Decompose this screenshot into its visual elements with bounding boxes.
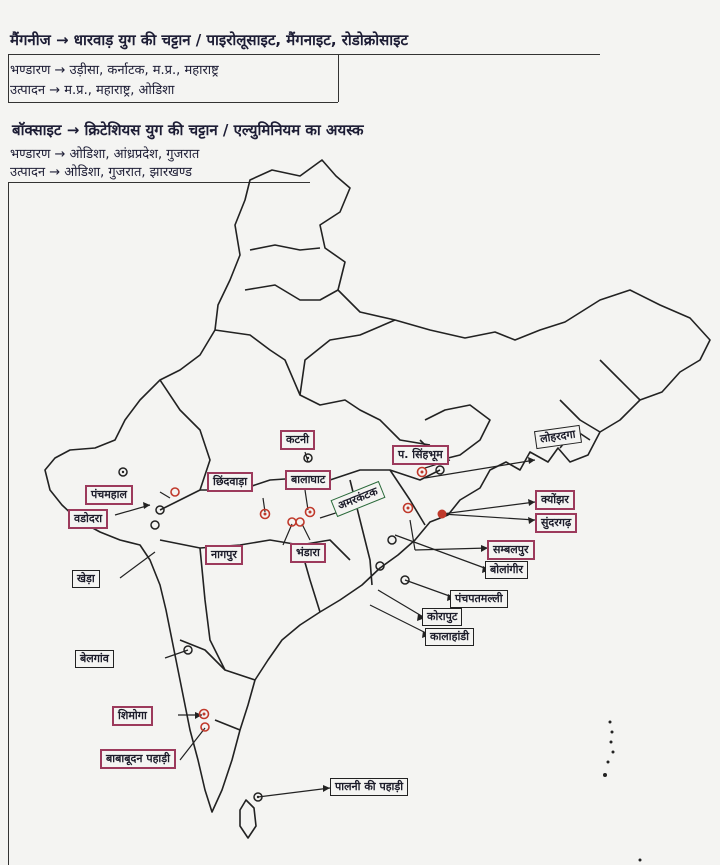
label-sambalpur: सम्बलपुर — [487, 540, 535, 560]
manganese-production: उत्पादन → म.प्र., महाराष्ट्र, ओडिशा — [10, 83, 175, 98]
label-keonjhar: क्योंझर — [535, 490, 575, 510]
state-boundary — [600, 360, 640, 400]
state-boundary — [215, 330, 430, 445]
bauxite-production: उत्पादन → ओडिशा, गुजरात, झारखण्ड — [10, 165, 192, 180]
bauxite-title: बॉक्साइट → क्रिटेशियस युग की चट्टान / एल्युमिनियम का अयस्क — [12, 121, 364, 139]
manganese-reserve: भण्डारण → उड़ीसा, कर्नाटक, म.प्र., महाराष्ट्र — [10, 63, 219, 78]
label-shimoga: शिमोगा — [112, 706, 153, 726]
state-boundary — [250, 245, 320, 250]
sri-lanka — [240, 800, 256, 838]
label-chhindwara: छिंदवाड़ा — [207, 472, 253, 492]
state-boundary — [245, 285, 338, 300]
label-kheda: खेड़ा — [72, 570, 100, 588]
label-bolangir: बोलांगीर — [485, 561, 528, 579]
label-paschim-singhbhum: प. सिंहभूम — [392, 445, 449, 465]
state-boundary — [300, 320, 395, 395]
label-katni: कटनी — [280, 430, 315, 450]
label-bhandara: भंडारा — [290, 543, 326, 563]
label-vadodara: वडोदरा — [68, 509, 108, 529]
state-boundary — [215, 720, 240, 730]
label-belgaum: बेलगांव — [75, 650, 114, 668]
label-panchmahal: पंचमहाल — [85, 485, 133, 505]
label-kalahandi: कालाहांडी — [425, 628, 474, 646]
state-boundary — [200, 548, 255, 680]
label-palani: पालनी की पहाड़ी — [330, 778, 408, 796]
bauxite-reserve: भण्डारण → ओडिशा, आंध्रप्रदेश, गुजरात — [10, 147, 200, 162]
label-panchpatmali: पंचपतमल्ली — [450, 590, 508, 608]
label-nagpur: नागपुर — [205, 545, 243, 565]
andaman-islands — [603, 721, 642, 862]
label-sundargarh: सुंदरगढ़ — [535, 513, 577, 533]
label-koraput: कोरापुट — [422, 608, 462, 626]
label-lohardaga: लोहरदगा — [534, 425, 582, 449]
manganese-title: मैंगनीज → धारवाड़ युग की चट्टान / पाइरोलूसाइट, मैंगनाइट, रोडोक्रोसाइट — [10, 31, 409, 49]
label-amarkantak: अमरकंटक — [331, 481, 386, 517]
label-babubudan: बाबाबूदन पहाड़ी — [100, 749, 176, 769]
state-boundary — [390, 470, 425, 525]
label-balaghat: बालाघाट — [285, 470, 331, 490]
connector-lines — [115, 452, 535, 797]
